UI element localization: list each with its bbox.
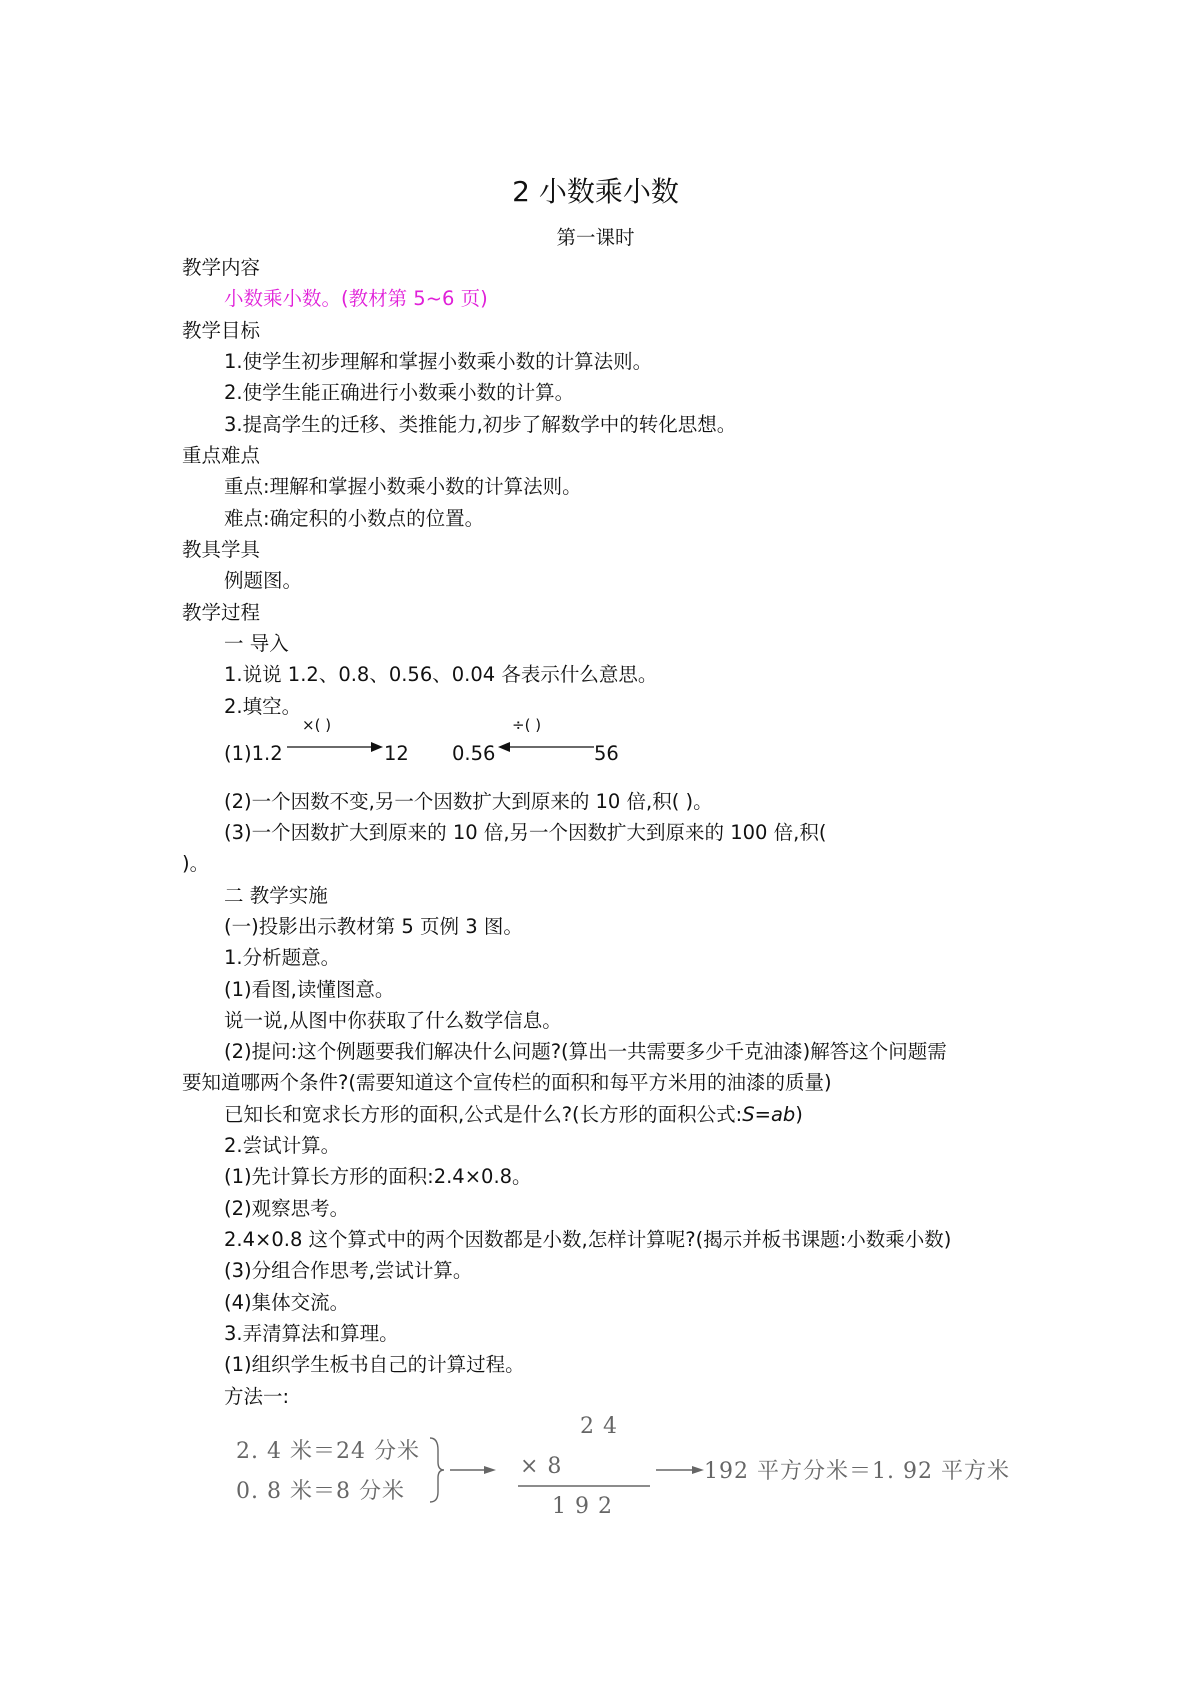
text-line: 一 导入 <box>224 632 289 655</box>
result-arrow-icon <box>656 1463 704 1477</box>
lesson-title: 2 小数乘小数 <box>512 175 679 208</box>
text-line: 2.使学生能正确进行小数乘小数的计算。 <box>224 381 575 404</box>
text-line: (一)投影出示教材第 5 页例 3 图。 <box>224 915 523 938</box>
text-line: )。 <box>182 852 210 875</box>
text-line: 2.尝试计算。 <box>224 1134 341 1157</box>
right-arrow-icon <box>287 740 383 754</box>
formula-close: ) <box>795 1103 803 1126</box>
text-line: 重点:理解和掌握小数乘小数的计算法则。 <box>224 475 582 498</box>
product: 1 9 2 <box>552 1494 613 1519</box>
multiplication-rule <box>518 1484 650 1488</box>
blank2-left: 0.56 <box>452 742 496 765</box>
text-line: (3)一个因数扩大到原来的 10 倍,另一个因数扩大到原来的 100 倍,积( <box>224 821 827 844</box>
text-line: (2)观察思考。 <box>224 1197 350 1220</box>
brace-arrow-icon <box>428 1436 498 1506</box>
text-line: 说一说,从图中你获取了什么数学信息。 <box>224 1009 562 1032</box>
text-line: (2)一个因数不变,另一个因数扩大到原来的 10 倍,积( )。 <box>224 790 713 813</box>
text-line: 3.弄清算法和算理。 <box>224 1322 399 1345</box>
text-line: (3)分组合作思考,尝试计算。 <box>224 1259 473 1282</box>
text-line: 1.分析题意。 <box>224 946 341 969</box>
text-line: 二 教学实施 <box>224 884 328 907</box>
lesson-subtitle: 第一课时 <box>556 226 635 249</box>
text-line: 1.说说 1.2、0.8、0.56、0.04 各表示什么意思。 <box>224 663 658 686</box>
text-line: 2.4×0.8 这个算式中的两个因数都是小数,怎样计算呢?(揭示并板书课题:小数乘小数) <box>224 1228 952 1251</box>
blank2-operator: ÷( ) <box>512 716 542 734</box>
text-line: 1.使学生初步理解和掌握小数乘小数的计算法则。 <box>224 350 653 373</box>
text-line: 例题图。 <box>224 569 303 592</box>
text-line: 难点:确定积的小数点的位置。 <box>224 507 485 530</box>
text-line: (1)看图,读懂图意。 <box>224 978 395 1001</box>
multiplicand: 2 4 <box>580 1414 618 1439</box>
text-line: 教学目标 <box>182 319 261 342</box>
blank1-operator: ×( ) <box>302 716 332 734</box>
area-result: 192 平方分米＝1. 92 平方米 <box>704 1459 1010 1484</box>
text-line: 方法一: <box>224 1385 290 1408</box>
multiplier: × 8 <box>520 1454 563 1479</box>
formula-var-ab: ab <box>770 1103 796 1126</box>
text-line: 3.提高学生的迁移、类推能力,初步了解数学中的转化思想。 <box>224 413 737 436</box>
text-line: 小数乘小数。(教材第 5~6 页) <box>224 287 488 310</box>
text-line: (4)集体交流。 <box>224 1291 350 1314</box>
blank2-right: 56 <box>594 742 619 765</box>
text-line: 教学内容 <box>182 256 261 279</box>
blank1-right: 12 <box>384 742 409 765</box>
formula-var-s: S <box>742 1103 755 1126</box>
text-line: (2)提问:这个例题要我们解决什么问题?(算出一共需要多少千克油漆)解答这个问题需 <box>224 1040 947 1063</box>
conversion-line-1: 2. 4 米＝24 分米 <box>236 1439 420 1464</box>
text-line: (1)先计算长方形的面积:2.4×0.8。 <box>224 1165 532 1188</box>
text-line: 2.填空。 <box>224 695 302 718</box>
formula-text: 已知长和宽求长方形的面积,公式是什么?(长方形的面积公式: <box>224 1103 743 1126</box>
text-line: (1)组织学生板书自己的计算过程。 <box>224 1353 525 1376</box>
blank1-left: (1)1.2 <box>224 742 283 765</box>
formula-equals: = <box>754 1103 771 1126</box>
text-line: 教学过程 <box>182 601 261 624</box>
text-line: 要知道哪两个条件?(需要知道这个宣传栏的面积和每平方米用的油漆的质量) <box>182 1071 832 1094</box>
text-line: 重点难点 <box>182 444 261 467</box>
area-formula-line <box>224 1101 803 1129</box>
left-arrow-icon <box>498 740 594 754</box>
text-line: 教具学具 <box>182 538 261 561</box>
conversion-line-2: 0. 8 米＝8 分米 <box>236 1479 405 1504</box>
